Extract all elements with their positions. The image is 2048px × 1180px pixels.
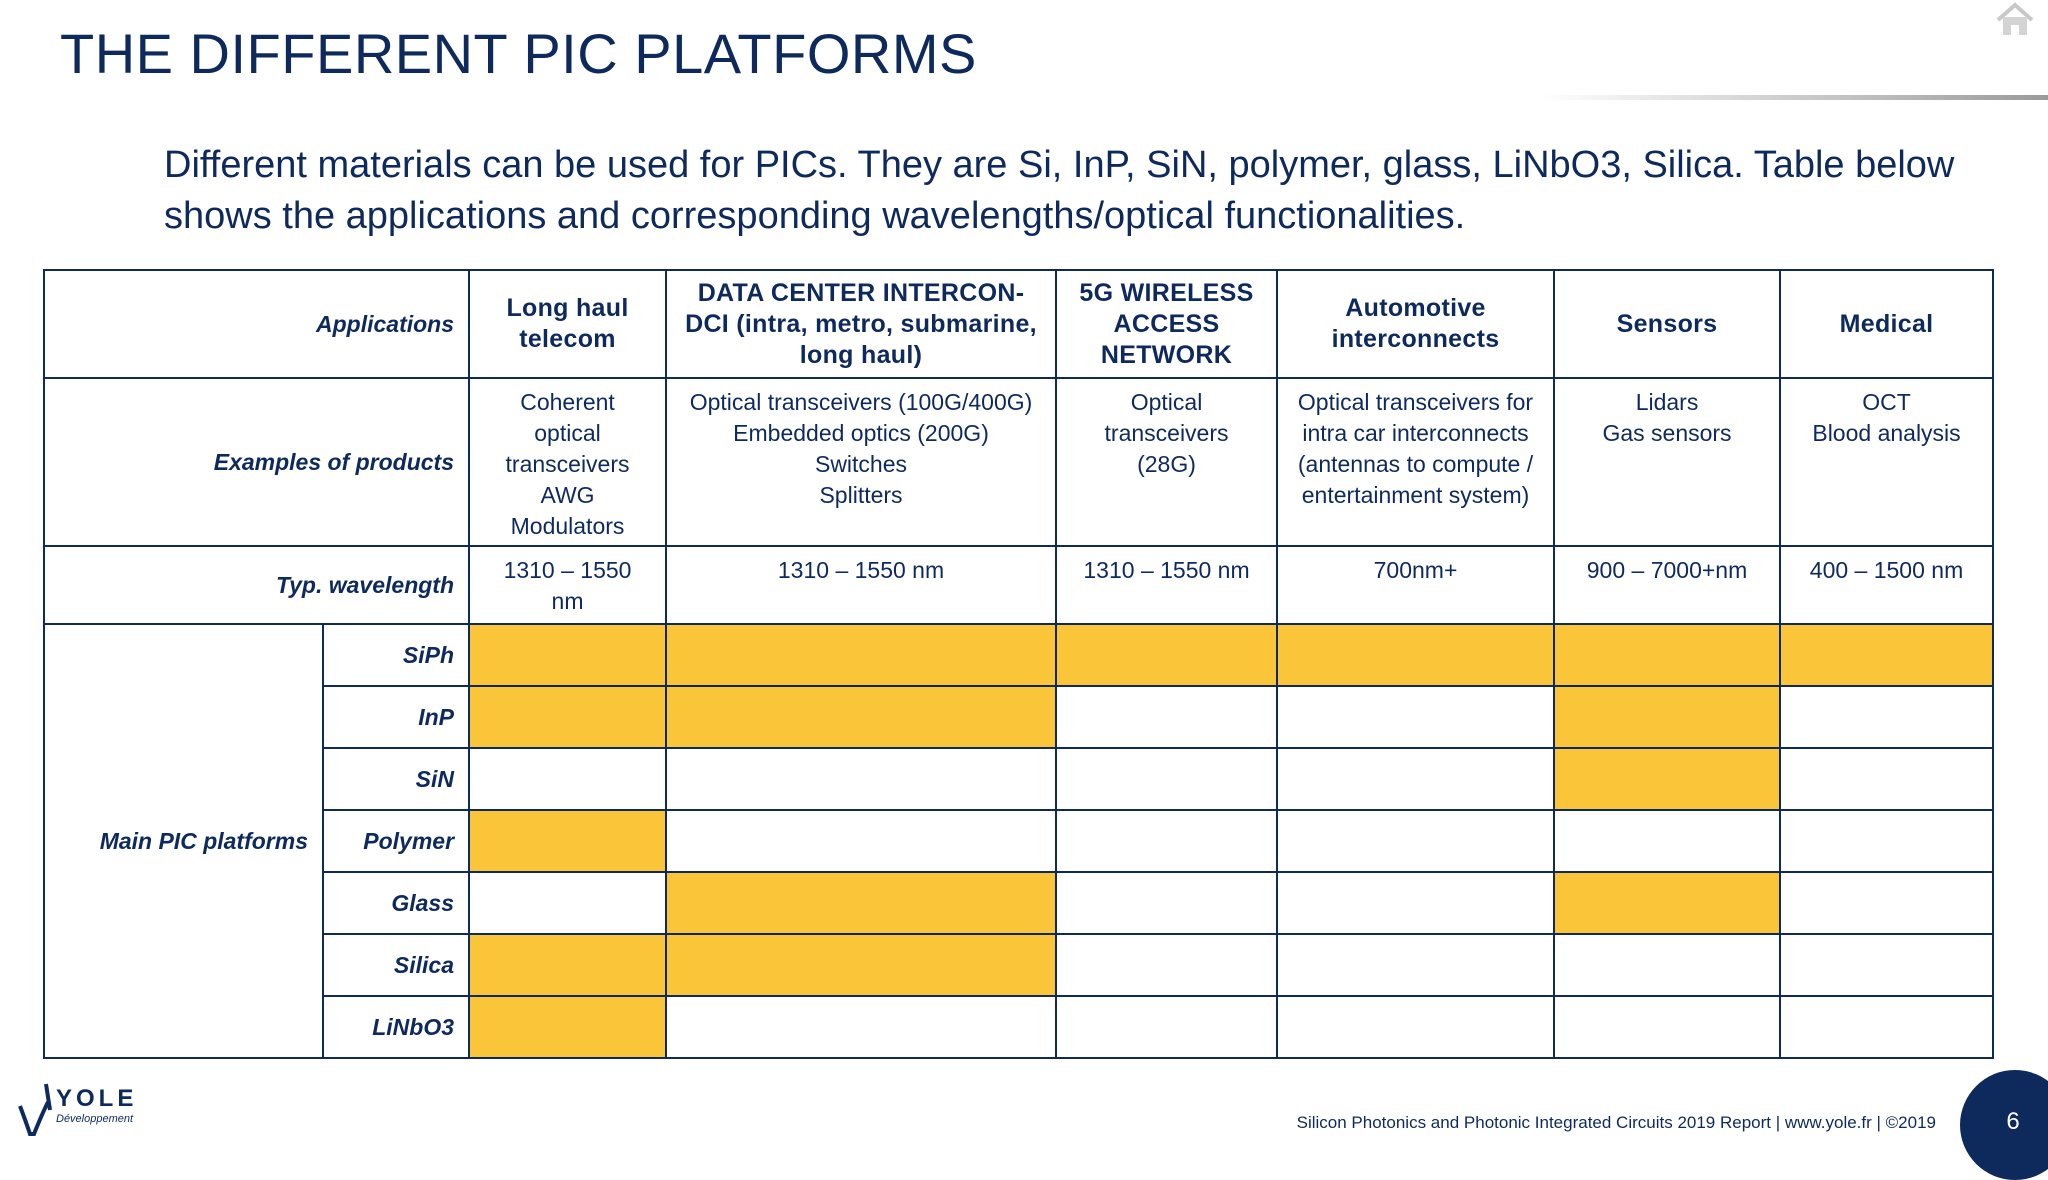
usage-cell <box>1554 748 1780 810</box>
footer-text: Silicon Photonics and Photonic Integrated Circuits 2019 Report | www.yole.fr | ©2019 <box>1296 1113 1936 1132</box>
col-header-data-center: DATA CENTER INTERCON- DCI (intra, metro, submarine, long haul) <box>666 270 1056 378</box>
usage-cell <box>1780 686 1993 748</box>
usage-cell <box>1554 872 1780 934</box>
platform-name: Polymer <box>323 810 469 872</box>
platform-name: Silica <box>323 934 469 996</box>
usage-cell <box>469 810 666 872</box>
applications-label: Applications <box>44 270 469 378</box>
usage-cell <box>666 996 1056 1058</box>
platform-row <box>44 934 1993 996</box>
usage-cell <box>1780 934 1993 996</box>
examples-medical: OCT Blood analysis <box>1780 378 1993 546</box>
usage-cell <box>1056 810 1277 872</box>
platform-name: Glass <box>323 872 469 934</box>
examples-row <box>44 378 1993 546</box>
usage-cell <box>1277 686 1554 748</box>
usage-cell <box>1056 996 1277 1058</box>
platform-name: LiNbO3 <box>323 996 469 1058</box>
usage-cell <box>469 624 666 686</box>
usage-cell <box>469 686 666 748</box>
usage-cell <box>1554 934 1780 996</box>
wavelength-data-center: 1310 – 1550 nm <box>666 546 1056 624</box>
home-icon[interactable] <box>1994 0 2036 40</box>
usage-cell <box>1277 624 1554 686</box>
usage-cell <box>666 810 1056 872</box>
usage-cell <box>1554 624 1780 686</box>
yole-logo[interactable] <box>16 1078 156 1142</box>
col-header-sensors: Sensors <box>1554 270 1780 378</box>
usage-cell <box>1554 810 1780 872</box>
wavelength-5g: 1310 – 1550 nm <box>1056 546 1277 624</box>
usage-cell <box>666 748 1056 810</box>
platforms-label: Main PIC platforms <box>44 624 323 1058</box>
logo-brand: YOLE <box>56 1085 138 1112</box>
wavelength-medical: 400 – 1500 nm <box>1780 546 1993 624</box>
wavelength-row <box>44 546 1993 624</box>
wavelength-long-haul: 1310 – 1550 nm <box>469 546 666 624</box>
platform-row <box>44 748 1993 810</box>
usage-cell <box>1277 872 1554 934</box>
examples-long-haul: Coherent optical transceivers AWG Modulators <box>469 378 666 546</box>
usage-cell <box>469 996 666 1058</box>
usage-cell <box>469 934 666 996</box>
usage-cell <box>666 934 1056 996</box>
col-header-medical: Medical <box>1780 270 1993 378</box>
col-header-long-haul: Long haul telecom <box>469 270 666 378</box>
usage-cell <box>1554 996 1780 1058</box>
platform-row <box>44 996 1993 1058</box>
examples-5g: Optical transceivers (28G) <box>1056 378 1277 546</box>
usage-cell <box>1277 748 1554 810</box>
wavelength-label: Typ. wavelength <box>44 546 469 624</box>
usage-cell <box>1780 996 1993 1058</box>
usage-cell <box>1277 996 1554 1058</box>
examples-sensors: Lidars Gas sensors <box>1554 378 1780 546</box>
page-number: 6 <box>2006 1108 2020 1135</box>
usage-cell <box>666 624 1056 686</box>
usage-cell <box>1056 686 1277 748</box>
examples-label: Examples of products <box>44 378 469 546</box>
usage-cell <box>1277 810 1554 872</box>
platform-name: InP <box>323 686 469 748</box>
wavelength-automotive: 700nm+ <box>1277 546 1554 624</box>
platform-row <box>44 872 1993 934</box>
platform-row <box>44 686 1993 748</box>
examples-automotive: Optical transceivers for intra car interconnects (antennas to compute / entertainment system) <box>1277 378 1554 546</box>
usage-cell <box>1554 686 1780 748</box>
examples-data-center: Optical transceivers (100G/400G) Embedded optics (200G) Switches Splitters <box>666 378 1056 546</box>
title-divider <box>1540 95 2048 100</box>
platform-name: SiN <box>323 748 469 810</box>
usage-cell <box>469 872 666 934</box>
usage-cell <box>1780 872 1993 934</box>
logo-subtitle: Développement <box>56 1113 134 1125</box>
usage-cell <box>1277 934 1554 996</box>
usage-cell <box>666 872 1056 934</box>
usage-cell <box>666 686 1056 748</box>
pic-platforms-table <box>43 269 1994 1059</box>
usage-cell <box>1056 748 1277 810</box>
usage-cell <box>1780 810 1993 872</box>
col-header-5g: 5G WIRELESS ACCESS NETWORK <box>1056 270 1277 378</box>
wavelength-sensors: 900 – 7000+nm <box>1554 546 1780 624</box>
usage-cell <box>1780 624 1993 686</box>
usage-cell <box>1056 624 1277 686</box>
col-header-automotive: Automotive interconnects <box>1277 270 1554 378</box>
slide-title: THE DIFFERENT PIC PLATFORMS <box>60 22 977 85</box>
usage-cell <box>1056 934 1277 996</box>
applications-row <box>44 270 1993 378</box>
usage-cell <box>469 748 666 810</box>
platform-row <box>44 810 1993 872</box>
platform-name: SiPh <box>323 624 469 686</box>
platform-row <box>44 624 1993 686</box>
usage-cell <box>1056 872 1277 934</box>
usage-cell <box>1780 748 1993 810</box>
intro-text: Different materials can be used for PICs. They are Si, InP, SiN, polymer, glass, LiNbO3, Silica. Table below shows the applications and corresponding wavelengths/optical functionalities. <box>164 144 1955 237</box>
